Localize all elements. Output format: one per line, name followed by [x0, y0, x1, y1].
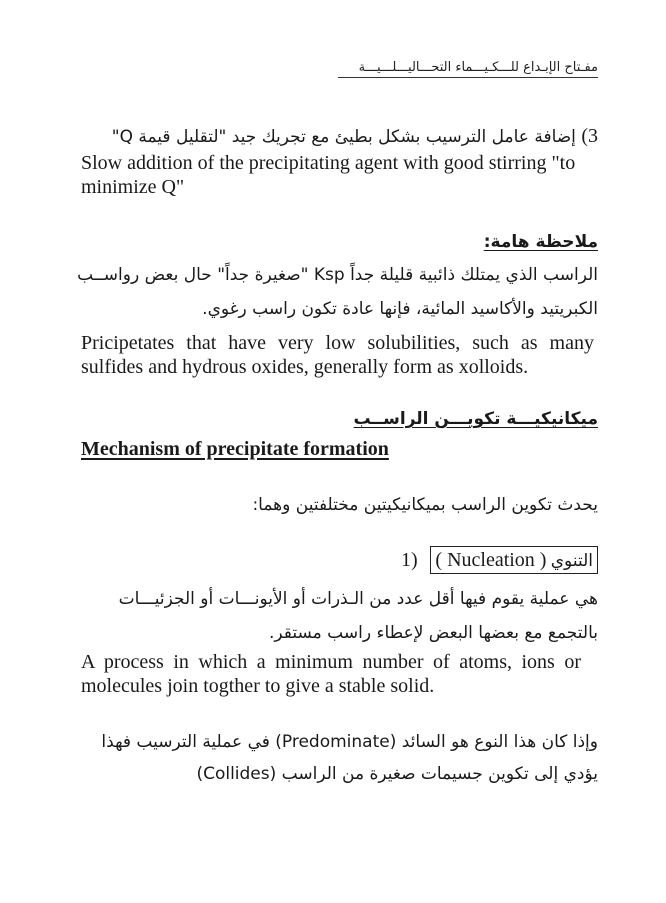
step3-number: 3): [581, 125, 598, 147]
step3-english: Slow addition of the precipitating agent with good stirring "to minimize Q": [81, 152, 576, 198]
note-heading: ملاحظة هامة:: [483, 232, 598, 252]
note-arabic-line-2: الكبريتيد والأكاسيد المائية، فإنها عادة تكون راسب رغوي.: [202, 299, 598, 319]
nucleation-number: 1): [400, 549, 418, 571]
nucleation-term-box: [430, 546, 598, 574]
step3-arabic-text: إضافة عامل الترسيب بشكل بطيئ مع تجريك جيد "لتقليل قيمة Q": [111, 127, 576, 147]
header-title: مفـتاح الإبـداع للـــكـيـــماء التحـــاليـــلـــيـــة: [358, 60, 598, 75]
nucleation-english: A process in which a minimum number of atoms, ions or molecules join togther to give a stable solid.: [81, 651, 581, 697]
note-english: Pricipetates that have very low solubilities, such as many sulfides and hydrous oxides, generally form as xolloids.: [81, 332, 594, 378]
mechanism-intro-arabic: يحدث تكوين الراسب بميكانيكيتين مختلفتين وهما:: [252, 495, 598, 515]
step3-arabic: [78, 124, 598, 148]
mechanism-heading-arabic: ميكانيكيـــة تكويـــن الراســب: [353, 409, 598, 429]
nucleation-arabic-line-4: يؤدي إلى تكوين جسيمات صغيرة من الراسب (Collides): [196, 764, 598, 784]
note-arabic-line-1: الراسب الذي يمتلك ذائبية قليلة جداً Ksp "صغيرة جداً" حال بعض رواســب: [77, 265, 598, 285]
nucleation-arabic-line-1: هي عملية يقوم فيها أقل عدد من الـذرات أو الأيونـــات أو الجزئيـــات: [118, 589, 598, 609]
page-header: [338, 60, 598, 78]
nucleation-label-english: ( Nucleation ): [435, 549, 547, 571]
nucleation-title: [401, 546, 598, 574]
nucleation-arabic-line-2: بالتجمع مع بعضها البعض لإعطاء راسب مستقر.: [268, 623, 598, 643]
nucleation-arabic-line-3: وإذا كان هذا النوع هو السائد (Predominate) في عملية الترسيب فهذا: [101, 732, 598, 752]
nucleation-label-arabic: التنوي: [550, 551, 593, 571]
mechanism-heading-english: Mechanism of precipitate formation: [81, 438, 389, 460]
